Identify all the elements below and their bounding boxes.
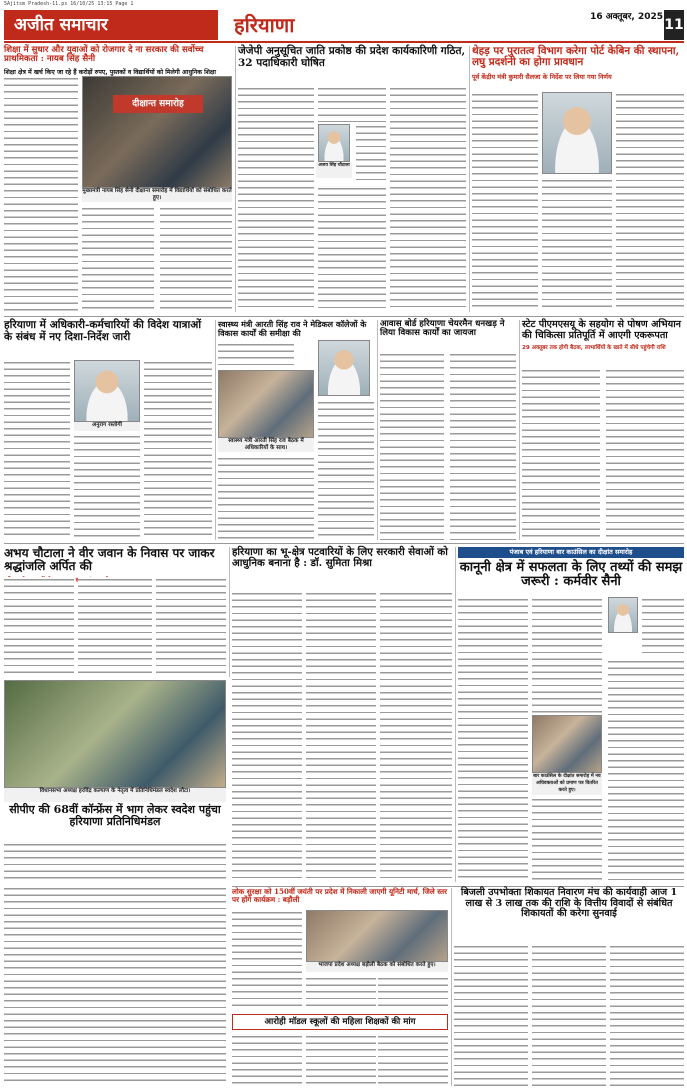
body-text <box>610 944 684 1086</box>
body-text <box>82 206 154 312</box>
portrait-photo <box>318 340 370 396</box>
body-text <box>606 368 684 540</box>
body-text <box>232 910 302 1010</box>
body-text <box>532 797 602 882</box>
body-text <box>218 342 294 368</box>
body-text <box>642 597 684 657</box>
headline: बिजली उपभोक्ता शिकायत निवारण मंच की कार्यवाही आज 1 लाख से 3 लाख तक की राशि के वित्तीय विवादों से संबंधित शिकायतों की करेगा सुनवाई <box>460 887 678 920</box>
kicker: शिक्षा क्षेत्र में खर्च किए जा रहे हैं करोड़ों रुपए, पुस्तकों व विद्यार्थियों को मिलेगी आधुनिक शिक्षा <box>4 68 216 76</box>
body-text <box>454 944 528 1086</box>
section-banner: पंजाब एवं हरियाणा बार काउंसिल का दीक्षांत समारोह <box>458 547 684 558</box>
story-education <box>4 46 232 312</box>
story-jjp <box>238 46 466 312</box>
meeting-photo <box>218 370 314 438</box>
headline: आवास बोर्ड हरियाणा चेयरमैन धनखड़ ने लिया विकास कार्यों का जायजा <box>380 319 505 339</box>
body-text <box>232 1034 302 1086</box>
body-text <box>4 577 74 677</box>
kicker: पूर्व केंद्रीय मंत्री कुमारी सैलजा के निर्देश पर लिया गया निर्णय <box>472 72 612 81</box>
cpa-delegation-photo <box>4 680 226 788</box>
row-divider <box>4 543 684 544</box>
body-text <box>238 86 314 312</box>
column-divider <box>519 320 520 540</box>
body-text <box>306 976 376 1010</box>
body-text <box>608 659 684 882</box>
story-pmsu <box>522 320 684 540</box>
page-number: 11 <box>664 10 684 40</box>
headline: कानूनी क्षेत्र में सफलता के लिए तथ्यों की समझ जरूरी : कर्मवीर सैनी <box>459 560 683 590</box>
portrait-photo <box>608 597 638 633</box>
photo-caption: मुख्यमंत्री नायब सिंह सैनी दीक्षान्त समारोह में विद्यार्थियों को संबोधित करते हुए। <box>82 188 232 201</box>
body-text <box>390 86 466 312</box>
column-divider <box>215 320 216 540</box>
body-text <box>306 1034 376 1086</box>
body-text <box>380 352 444 540</box>
body-text <box>380 591 452 882</box>
story-housing <box>380 320 516 540</box>
issue-date: 16 अक्तूबर, 2025 <box>590 12 663 22</box>
headline: थेहड़ पर पुरातत्व विभाग करेगा पोर्ट केबिन की स्थापना, लघु प्रदर्शनी का होगा प्रावधान <box>472 45 680 69</box>
body-text <box>306 591 376 882</box>
quote-headline: आरोही मॉडल स्कूलों की महिला शिक्षकों की मांग <box>264 1017 416 1027</box>
headline: स्वास्थ्य मंत्री आरती सिंह राव ने मेडिकल कॉलेजों के विकास कार्यों की समीक्षा की <box>218 319 367 338</box>
headline: हरियाणा का भू-क्षेत्र पटवारियों के लिए सरकारी सेवाओं को आधुनिक बनाना है : डॉ. सुमिता मिश्रा <box>232 546 448 570</box>
body-text <box>522 368 600 540</box>
paper-name: अजीत समाचार <box>14 15 108 35</box>
masthead-rule <box>4 41 684 43</box>
body-text <box>218 456 314 540</box>
story-archaeology <box>472 46 684 312</box>
portrait-photo <box>318 124 350 162</box>
portrait-photo <box>74 360 140 422</box>
photo-banner: दीक्षान्त समारोह <box>113 95 203 113</box>
headline: अभय चौटाला ने वीर जवान के निवास पर जाकर श्रद्धांजलि अर्पित की <box>4 546 215 574</box>
story-health <box>218 320 374 540</box>
masthead-brand <box>4 10 218 40</box>
body-text <box>356 124 386 184</box>
headline: जेजेपी अनुसूचित जाति प्रकोष्ठ की प्रदेश कार्यकारिणी गठित, 32 पदाधिकारी घोषित <box>238 45 466 69</box>
row-divider <box>4 316 684 317</box>
headline: स्टेट पीएमएसयू के सहयोग से पोषण अभियान की चिकित्सा प्रतिपूर्ति में आएगी एकरूपता <box>522 319 682 341</box>
column-divider <box>229 547 230 677</box>
body-text <box>318 186 386 312</box>
section-name: हरियाणा <box>234 13 295 37</box>
story-bar-council <box>458 547 684 882</box>
body-text <box>532 944 606 1086</box>
column-divider <box>469 46 470 312</box>
story-foreign-travel <box>4 320 212 540</box>
story-cpa-headline: सीपीए की 68वीं कॉन्फ्रेंस में भाग लेकर स्वदेश पहुंचा हरियाणा प्रतिनिधिमंडल <box>9 803 221 829</box>
body-text <box>616 92 684 312</box>
body-text <box>378 976 448 1010</box>
body-text <box>472 92 538 312</box>
headline: शिक्षा में सुधार और युवाओं को रोजगार दे ना सरकार की सर्वोच्च प्राथमिकता : नायब सिंह सैनी <box>4 45 204 65</box>
body-text <box>318 86 386 122</box>
portrait-photo <box>542 92 612 174</box>
photo-caption: भाजपा प्रदेश अध्यक्ष बड़ौली बैठक को संबोधित करते हुए। <box>306 962 448 972</box>
photo-caption: अनुराग रस्तोगी <box>74 422 140 431</box>
column-divider <box>451 888 452 1086</box>
column-divider <box>235 46 236 312</box>
body-text <box>532 597 602 713</box>
body-text <box>458 597 528 882</box>
body-text <box>4 842 226 882</box>
kicker: 29 अक्तूबर तक होगी बैठक, लाभार्थियों के खाते में सीधे पहुंचेगी राशि <box>522 345 666 352</box>
body-text <box>232 591 302 882</box>
column-divider <box>455 547 456 882</box>
story-unity-march <box>232 888 448 1086</box>
photo-caption: बार काउंसिल के दीक्षांत समारोह में नव अधिवक्ताओं को प्रमाण पत्र वितरित करते हुए। <box>533 774 601 793</box>
headline: हरियाणा में अधिकारी-कर्मचारियों की विदेश यात्राओं के संबंध में नए दिशा-निर्देश जारी <box>4 319 202 343</box>
ceremony-photo <box>532 715 602 773</box>
body-text <box>4 360 70 540</box>
column-divider <box>377 320 378 540</box>
body-text <box>542 178 612 312</box>
story-power-grievance <box>454 888 684 1086</box>
headline: लोक सुरक्षा को 150वीं जयंती पर प्रदेश में निकाली जाएगी यूनिटी मार्च, जिले स्तर पर होंगे कार्यक्रम : बड़ौली <box>232 887 448 904</box>
print-slug: 5Ajitsm Pradesh-11.ps 16/10/25 13:15 Page 1 <box>4 1 134 7</box>
event-photo <box>82 76 232 188</box>
meeting-photo <box>306 910 448 962</box>
body-text <box>160 206 232 312</box>
body-text <box>78 577 152 677</box>
photo-caption: अजय सिंह चौटाला <box>316 162 352 178</box>
body-text <box>74 434 140 540</box>
body-text <box>318 400 374 540</box>
body-text <box>156 577 226 677</box>
body-text <box>4 76 78 312</box>
story-abhay-chautala <box>4 547 226 677</box>
body-text <box>378 1034 448 1086</box>
photo-caption: विधानसभा अध्यक्ष हरविंद्र कल्याण के नेतृत्व में प्रतिनिधिमंडल स्वदेश लौटा। <box>4 788 226 802</box>
body-text <box>144 360 212 540</box>
story-land-records <box>232 547 452 882</box>
body-text <box>4 886 226 1086</box>
body-text <box>450 352 516 540</box>
masthead-section <box>218 10 583 40</box>
quote-box <box>232 1014 448 1030</box>
photo-caption: स्वास्थ्य मंत्री आरती सिंह राव बैठक में अधिकारियों के साथ। <box>218 438 314 452</box>
